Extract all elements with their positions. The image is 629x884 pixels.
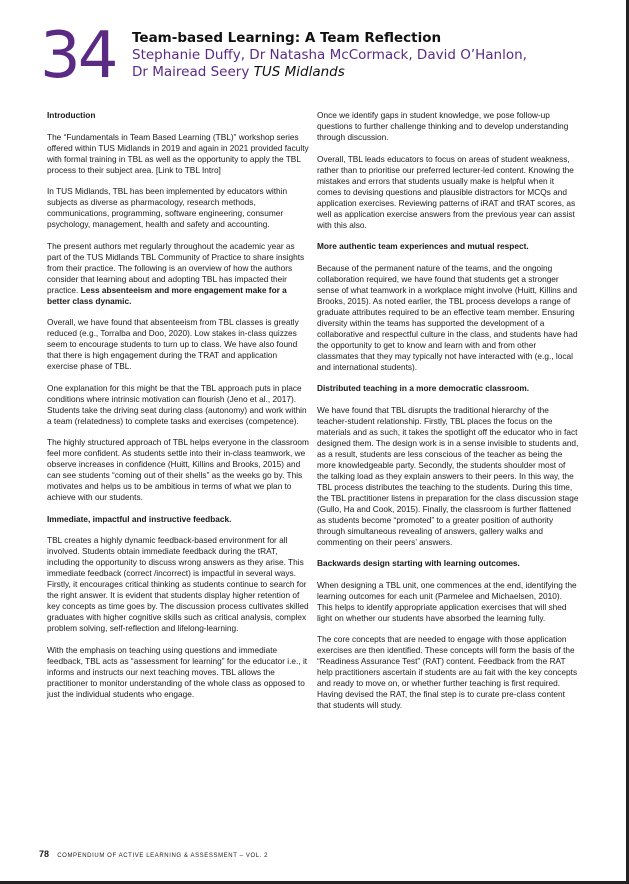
bold-inline-heading: Less absenteeism and more engagement make for a better class dynamic. (47, 284, 287, 306)
page-number: 78 (39, 849, 50, 859)
paragraph: Because of the permanent nature of the teams, and the ongoing collaboration required, we have found that students get a stronger sense of what teamwork in a workplace might involve (Huitt, Killins and Brooks, 2015). As noted earlier, the TBL process develops a range of graduate attributes required to be an effective team member. Ensuring diversity within the teams has supported the development of a collaborative and respectful culture in the class, and students have had the opportunity to get to know and learn with and from other classmates that they may typically not have interacted with (e.g., local and international students). (317, 262, 578, 372)
paragraph: Overall, we have found that absenteeism from TBL classes is greatly reduced (e.g., Torralba and Doo, 2020). Low stakes in-class quizzes seem to encourage students to turn up to class. We have also found that there is high engagement during the TRAT and application exercise phase of TBL. (47, 317, 299, 371)
paragraph-with-bold-end (47, 241, 309, 307)
paragraph: The highly structured approach of TBL helps everyone in the classroom feel more confident. As students settle into their in-class teamwork, we observe increases in confidence (Huitt, Killins and Brooks, 2015) and can see students “coming out of their shells” as the weeks go by. This motivates and helps us to be ambitious in terms of what we plan to achieve with our students. (47, 437, 309, 502)
page-footer (39, 849, 268, 861)
institution: TUS Midlands (253, 64, 345, 80)
paragraph: In TUS Midlands, TBL has been implemented by educators within subjects as diverse as pharmacology, research methods, communications, programming, software engineering, consumer psychology, management, health and safety and accounting. (47, 186, 288, 229)
right-column (317, 110, 579, 722)
heading-authentic-teams: More authentic team experiences and mutual respect. (317, 241, 529, 251)
paragraph: We have found that TBL disrupts the traditional hierarchy of the teacher-student relationship. Firstly, TBL places the focus on the materials and as such, it takes the spotlight off the educator who in fact designed them. The design work is in a sense invisible to students and, as a result, students are less conscious of the teacher as being the more knowledgeable party. Secondly, the students shoulder most of the talking load as they explain answers to their peers. In this way, the TBL process distributes the teaching to the students. During this time, the TBL practitioner listens in preparation for the class discussion stage (Gullo, Ha and Cook, 2015). Finally, the classroom is further flattened as students become “promoted” to a greater position of authority through simultaneous revealing of answers, gallery walks and commenting on their peers’ answers. (317, 404, 579, 547)
paragraph: TBL creates a highly dynamic feedback-based environment for all involved. Students obtain immediate feedback during the tRAT, including the opportunity to discuss wrong answers as they arise. This immediate feedback (correct /incorrect) is impactful in several ways. Firstly, it encourages critical thinking as students continue to search for the right answer. It is evident that students display higher retention of key concepts as time goes by. The discussion process cultivates skilled graduates with higher cognitive skills such as critical analysis, complex problem solving, self-reflection and lifelong-learning. (47, 535, 309, 633)
paragraph: With the emphasis on teaching using questions and immediate feedback, TBL acts as “assessment for learning” for the educator i.e., it informs and instructs our next teaching moves. TBL allows the practitioner to monitor understanding of the whole class as opposed to just the individual students who engage. (47, 644, 308, 699)
paragraph: The core concepts that are needed to engage with those application exercises are then identified. These concepts will form the basis of the “Readiness Assurance Test” (RAT) content. Feedback from the RAT help practitioners ascertain if students are au fait with the key concepts and ready to move on, or whether further teaching is first required. Having devised the RAT, the final step is to curate pre-class content that students will study. (317, 634, 578, 710)
article-header (132, 30, 612, 81)
paragraph: Overall, TBL leads educators to focus on areas of student weakness, rather than to prioritise our preferred lecturer-led content. Knowing the mistakes and errors that students usually make is helpful when it comes to devising questions and plausible distractors for MCQs and application exercises. Reviewing patterns of iRAT and tRAT scores, as well as application exercise answers from the previous year can assist with this also. (317, 153, 576, 230)
paragraph: Once we identify gaps in student knowledge, we pose follow-up questions to further challenge thinking and to develop understanding through discussion. (317, 110, 569, 142)
paragraph: One explanation for this might be that the TBL approach puts in place conditions where intrinsic motivation can flourish (Jeno et al., 2017). Students take the driving seat during class (autonomy) and work within a team (relatedness) to complete tasks and exercises (competence). (47, 382, 307, 426)
authors-line-2: Dr Mairead Seery (132, 64, 250, 80)
heading-introduction: Introduction (47, 110, 96, 120)
compendium-title: COMPENDIUM OF ACTIVE LEARNING & ASSESSMENT – VOL. 2 (57, 853, 269, 859)
chapter-number: 34 (40, 19, 116, 93)
left-column (47, 110, 309, 710)
paragraph: When designing a TBL unit, one commences at the end, identifying the learning outcomes for each unit (Parmelee and Michaelsen, 2010). This helps to identify appropriate application exercises that will shed light on whether our students have absorbed the learning fully. (317, 579, 577, 623)
heading-distributed-teaching: Distributed teaching in a more democratic classroom. (317, 383, 530, 393)
paragraph-text: The present authors met regularly throughout the academic year as part of the TUS Midlands TBL Community of Practice to share insights from their practice. The following is an overview of how the authors consider that learning about and adopting TBL has impacted their practice. (47, 240, 305, 295)
article-title: Team-based Learning: A Team Reflection (132, 30, 442, 46)
authors-line-1: Stephanie Duffy, Dr Natasha McCormack, David O’Hanlon, (132, 47, 527, 63)
heading-backwards-design: Backwards design starting with learning outcomes. (317, 558, 520, 568)
paragraph: The “Fundamentals in Team Based Learning (TBL)” workshop series offered within TUS Midlands in 2019 and again in 2021 provided faculty with formal training in TBL as well as the opportunity to apply the TBL process to their subject area. [Link to TBL Intro] (47, 131, 309, 175)
heading-feedback: Immediate, impactful and instructive feedback. (47, 513, 232, 524)
article-authors (132, 47, 612, 81)
